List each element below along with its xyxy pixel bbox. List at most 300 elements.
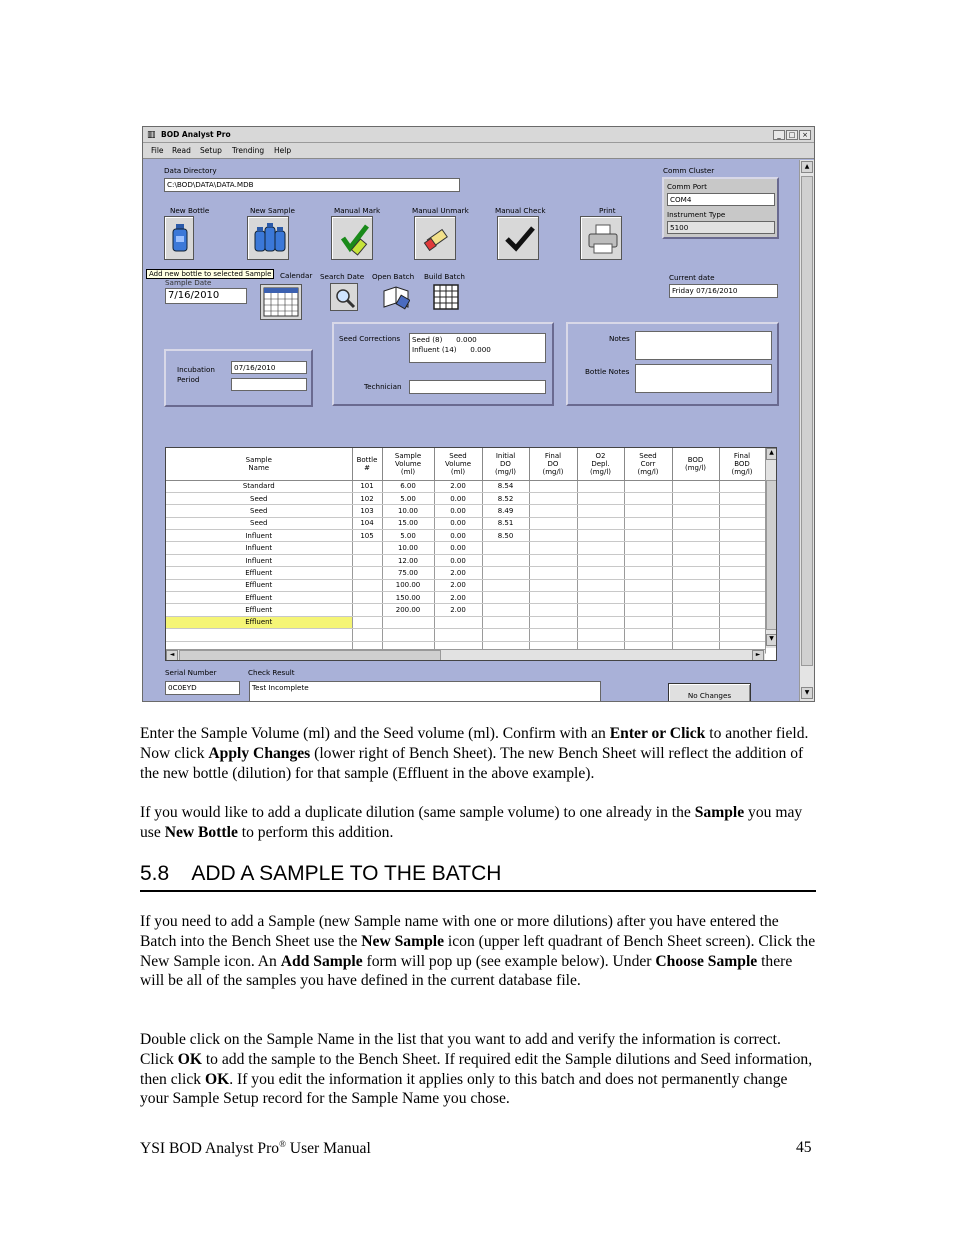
grid-column-header[interactable]	[352, 448, 382, 480]
table-cell[interactable]	[352, 579, 382, 591]
menu-read[interactable]: Read	[172, 146, 191, 155]
table-row[interactable]	[166, 505, 765, 517]
table-cell[interactable]	[352, 592, 382, 604]
table-row[interactable]	[166, 629, 765, 641]
table-cell[interactable]: 15.00	[382, 517, 434, 529]
grid-column-header-line: Volume	[444, 459, 472, 468]
notes-label: Notes	[609, 334, 630, 343]
grid-column-header-line: (ml)	[450, 467, 466, 476]
table-cell[interactable]: 0.00	[434, 505, 482, 517]
p2-text-a: If you would like to add a duplicate dilution (same sample volume) to one already in the	[140, 804, 695, 821]
build-batch-label: Build Batch	[424, 272, 465, 281]
table-cell[interactable]	[672, 629, 719, 641]
bench-sheet-grid[interactable]	[165, 447, 777, 661]
table-cell[interactable]	[719, 579, 765, 591]
table-cell[interactable]: 101	[352, 480, 382, 492]
printer-icon	[586, 222, 620, 256]
grid-column-header[interactable]	[166, 448, 352, 480]
menu-trending[interactable]: Trending	[232, 146, 265, 155]
table-cell[interactable]: 0.00	[434, 530, 482, 542]
table-cell[interactable]	[577, 579, 624, 591]
table-cell[interactable]	[577, 567, 624, 579]
table-cell[interactable]	[672, 616, 719, 628]
table-cell[interactable]: 0.00	[434, 492, 482, 504]
open-book-icon	[382, 283, 410, 311]
technician-label: Technician	[364, 382, 402, 391]
grid-column-header-line: (mg/l)	[684, 463, 707, 472]
bench-sheet	[143, 160, 798, 702]
grid-column-header-line: Bottle	[356, 455, 378, 464]
comm-port-field[interactable]: COM4	[667, 193, 775, 206]
grid-column-header-line: Sample	[245, 455, 272, 464]
table-cell[interactable]: 8.51	[482, 517, 529, 529]
window-title: BOD Analyst Pro	[161, 130, 231, 139]
p4-text-e: . If you edit the information it applies only to this batch and does not permanently change your Sample Setup record for the Sample Name you chose.	[140, 1070, 788, 1108]
table-cell[interactable]	[482, 542, 529, 554]
grid-column-header[interactable]	[482, 448, 529, 480]
p1-bold-apply-changes: Apply Changes	[208, 744, 311, 762]
table-cell[interactable]	[352, 554, 382, 566]
influent-line: Influent (14) 0.000	[412, 345, 491, 354]
table-cell[interactable]	[529, 554, 577, 566]
menu-bar	[143, 143, 814, 159]
grid-column-header-line: Final	[544, 451, 562, 460]
table-row[interactable]	[166, 517, 765, 529]
table-cell[interactable]	[577, 480, 624, 492]
p4-bold-ok-2: OK	[204, 1070, 230, 1088]
bottle-icon	[170, 222, 190, 254]
table-cell[interactable]	[434, 616, 482, 628]
grid-column-header-line: Initial	[495, 451, 516, 460]
grid-column-header-line: Volume	[394, 459, 422, 468]
p4-text-a: Double click on the Sample Name in the list that you want to add and verify the information is correct. Click	[140, 1031, 781, 1068]
table-cell[interactable]: 0.00	[434, 554, 482, 566]
grid-column-header-line: (mg/l)	[589, 467, 612, 476]
maximize-button[interactable]: □	[786, 130, 798, 140]
section-heading	[140, 862, 816, 892]
seed-panel	[332, 322, 554, 406]
table-cell[interactable]	[577, 554, 624, 566]
table-cell[interactable]: 0.00	[434, 517, 482, 529]
table-row[interactable]	[166, 592, 765, 604]
table-cell[interactable]	[529, 517, 577, 529]
table-cell[interactable]	[482, 554, 529, 566]
table-cell[interactable]: 10.00	[382, 542, 434, 554]
table-row[interactable]	[166, 604, 765, 616]
grid-scroll-up-icon[interactable]: ▲	[766, 448, 777, 460]
table-cell[interactable]: 2.00	[434, 604, 482, 616]
seed-corrections-list[interactable]	[409, 333, 546, 363]
table-cell[interactable]	[577, 616, 624, 628]
p4-bold-ok: OK	[177, 1050, 202, 1068]
new-bottle-button[interactable]	[164, 216, 194, 260]
new-bottle-label: New Bottle	[170, 206, 210, 215]
table-cell[interactable]	[672, 554, 719, 566]
p2-text-e: to perform this addition.	[237, 823, 394, 841]
minimize-button[interactable]: _	[773, 130, 785, 140]
technician-field[interactable]	[409, 380, 546, 394]
table-row[interactable]	[166, 530, 765, 542]
table-cell[interactable]	[672, 579, 719, 591]
grid-column-header-line: Seed	[639, 451, 657, 460]
table-cell[interactable]	[352, 542, 382, 554]
app-logo-icon: ▥	[147, 130, 156, 140]
p3-text-c: icon (upper left quadrant of Bench Sheet screen). Click the New Sample icon. An	[140, 932, 816, 970]
table-cell[interactable]	[672, 604, 719, 616]
search-date-label: Search Date	[320, 272, 365, 281]
open-batch-label: Open Batch	[372, 272, 415, 281]
table-cell[interactable]: 75.00	[382, 567, 434, 579]
grid-column-header[interactable]	[672, 448, 719, 480]
current-date-label: Current date	[669, 273, 715, 282]
table-cell[interactable]	[719, 530, 765, 542]
serial-number-field[interactable]: 0C0EYD	[165, 681, 240, 695]
current-date-field: Friday 07/16/2010	[669, 284, 778, 298]
table-cell[interactable]	[434, 629, 482, 641]
grid-column-header-line: Seed	[449, 451, 467, 460]
table-cell[interactable]: Effluent	[166, 567, 352, 579]
p3-text-e: form will pop up (see example below). Under	[362, 952, 656, 970]
table-cell[interactable]	[529, 480, 577, 492]
p1-text-e: (lower right of Bench Sheet). The new Bench Sheet will reflect the addition of the new bottle (dilution) for that sample (Effluent in the above example).	[140, 744, 804, 782]
print-button[interactable]	[580, 216, 622, 260]
bod-analyst-window	[142, 126, 815, 702]
table-cell[interactable]	[529, 492, 577, 504]
table-cell[interactable]	[624, 604, 672, 616]
section-heading-text: 5.8 ADD A SAMPLE TO THE BATCH	[140, 862, 502, 885]
table-cell[interactable]: Influent	[166, 542, 352, 554]
table-row[interactable]	[166, 542, 765, 554]
grid-column-header-line: (ml)	[400, 467, 416, 476]
table-cell[interactable]: 150.00	[382, 592, 434, 604]
table-cell[interactable]: 103	[352, 505, 382, 517]
calendar-icon	[263, 287, 299, 317]
grid-column-header-line: (mg/l)	[637, 467, 659, 476]
table-cell[interactable]	[672, 592, 719, 604]
table-cell[interactable]	[577, 530, 624, 542]
table-cell[interactable]	[672, 492, 719, 504]
menu-help[interactable]: Help	[274, 146, 292, 155]
new-sample-button[interactable]	[247, 216, 289, 260]
table-row[interactable]	[166, 554, 765, 566]
table-cell[interactable]	[672, 542, 719, 554]
grid-header-row	[166, 448, 765, 480]
magnifier-icon	[333, 286, 357, 310]
bottles-icon	[253, 222, 287, 254]
table-cell[interactable]	[719, 604, 765, 616]
p3-bold-new-sample: New Sample	[361, 932, 445, 950]
table-cell[interactable]: 2.00	[434, 480, 482, 492]
manual-mark-label: Manual Mark	[334, 206, 381, 215]
table-cell[interactable]	[577, 592, 624, 604]
table-cell[interactable]	[624, 492, 672, 504]
title-bar	[143, 127, 814, 143]
page-number: 45	[796, 1139, 812, 1156]
table-row[interactable]	[166, 492, 765, 504]
table-cell[interactable]	[577, 505, 624, 517]
instrument-type-label: Instrument Type	[667, 210, 726, 219]
table-cell[interactable]	[482, 629, 529, 641]
table-cell[interactable]	[719, 554, 765, 566]
grid-column-header-line: DO	[500, 459, 511, 468]
footer-title-b: User Manual	[285, 1140, 371, 1158]
incubation-end-field[interactable]	[231, 378, 307, 391]
table-cell[interactable]: 6.00	[382, 480, 434, 492]
table-cell[interactable]	[624, 530, 672, 542]
close-button[interactable]: ×	[799, 130, 811, 140]
grid-column-header[interactable]	[434, 448, 482, 480]
p1-bold-enter-or-click: Enter or Click	[609, 725, 706, 742]
table-cell[interactable]: 2.00	[434, 579, 482, 591]
table-cell[interactable]	[719, 517, 765, 529]
green-marker-icon	[337, 222, 371, 256]
search-date-button[interactable]	[330, 283, 358, 311]
seed-line: Seed (8) 0.000	[412, 335, 477, 344]
grid-column-header-line: Final	[733, 451, 751, 460]
grid-horizontal-scrollbar[interactable]	[166, 649, 765, 661]
table-cell[interactable]	[624, 480, 672, 492]
table-cell[interactable]	[719, 480, 765, 492]
table-cell[interactable]	[719, 542, 765, 554]
table-cell[interactable]	[382, 616, 434, 628]
table-cell[interactable]	[352, 567, 382, 579]
paragraph-4	[140, 1030, 816, 1109]
table-cell[interactable]: 200.00	[382, 604, 434, 616]
table-cell[interactable]	[672, 530, 719, 542]
table-cell[interactable]: 10.00	[382, 505, 434, 517]
table-cell[interactable]	[529, 505, 577, 517]
grid-column-header-line: (mg/l)	[542, 467, 564, 476]
check-result-field: Test Incomplete	[249, 681, 601, 702]
p2-bold-sample: Sample	[694, 804, 745, 821]
table-cell[interactable]: 0.00	[434, 542, 482, 554]
table-cell[interactable]	[482, 592, 529, 604]
manual-check-label: Manual Check	[495, 206, 546, 215]
data-directory-field[interactable]: C:\BOD\DATA\DATA.MDB	[164, 178, 460, 192]
open-batch-button[interactable]	[382, 283, 410, 311]
table-cell[interactable]	[719, 492, 765, 504]
grid-column-header-line: BOD	[687, 455, 704, 464]
paragraph-1	[140, 724, 816, 783]
new-bottle-tooltip: Add new bottle to selected Sample	[146, 269, 274, 279]
table-cell[interactable]	[382, 629, 434, 641]
table-cell[interactable]	[624, 567, 672, 579]
comm-cluster-label: Comm Cluster	[663, 166, 715, 175]
table-cell[interactable]	[352, 616, 382, 628]
sample-date-label: Sample Date	[165, 278, 212, 287]
new-sample-label: New Sample	[250, 206, 295, 215]
table-cell[interactable]: Seed	[166, 505, 352, 517]
incubation-panel	[164, 349, 313, 407]
p1-text-a: Enter the Sample Volume (ml) and the Seed volume (ml). Confirm with an	[140, 725, 610, 742]
table-cell[interactable]	[672, 567, 719, 579]
notes-panel	[566, 322, 779, 406]
table-cell[interactable]	[577, 517, 624, 529]
sample-date-field[interactable]: 7/16/2010	[165, 288, 247, 304]
check-result-label: Check Result	[248, 668, 295, 677]
table-cell[interactable]: Seed	[166, 517, 352, 529]
table-cell[interactable]	[624, 579, 672, 591]
table-cell[interactable]	[577, 542, 624, 554]
table-cell[interactable]	[577, 604, 624, 616]
table-cell[interactable]: Effluent	[166, 604, 352, 616]
table-cell[interactable]	[529, 530, 577, 542]
manual-mark-button[interactable]	[331, 216, 373, 260]
notes-field[interactable]	[635, 331, 772, 360]
p4-text-c: to add the sample to the Bench Sheet. If required edit the Sample dilutions and Seed information, then click	[140, 1050, 813, 1088]
p2-text-c: you may use	[140, 804, 803, 841]
table-cell[interactable]	[719, 567, 765, 579]
checkmark-icon	[503, 222, 537, 256]
table-cell[interactable]: 12.00	[382, 554, 434, 566]
table-row[interactable]	[166, 579, 765, 591]
table-cell[interactable]	[624, 616, 672, 628]
table-cell[interactable]	[624, 542, 672, 554]
incubation-label: Incubation	[177, 365, 215, 374]
print-label: Print	[599, 206, 616, 215]
window-vertical-scrollbar[interactable]	[799, 160, 814, 701]
grid-hscroll-thumb[interactable]	[179, 650, 441, 661]
table-cell[interactable]: 104	[352, 517, 382, 529]
footer-title-a: YSI BOD Analyst Pro	[140, 1140, 280, 1158]
table-cell[interactable]	[482, 604, 529, 616]
table-cell[interactable]	[719, 592, 765, 604]
grid-scroll-thumb[interactable]	[766, 480, 777, 630]
grid-column-header-line: DO	[547, 459, 559, 468]
incubation-field[interactable]: 07/16/2010	[231, 361, 307, 374]
table-cell[interactable]	[719, 629, 765, 641]
build-batch-button[interactable]	[432, 283, 460, 311]
table-cell[interactable]: 8.54	[482, 480, 529, 492]
table-cell[interactable]	[719, 616, 765, 628]
manual-unmark-button[interactable]	[414, 216, 456, 260]
p3-text-a: If you need to add a Sample (new Sample name with one or more dilutions) after you have entered the Batch into the Bench Sheet use the	[140, 913, 779, 950]
window-scroll-thumb[interactable]	[801, 176, 813, 666]
instrument-type-field: 5100	[667, 221, 775, 234]
grid-scroll-left-icon[interactable]: ◄	[166, 650, 178, 661]
scroll-down-icon[interactable]: ▼	[801, 687, 813, 699]
table-cell[interactable]	[624, 505, 672, 517]
table-cell[interactable]	[529, 542, 577, 554]
table-cell[interactable]	[482, 567, 529, 579]
table-cell[interactable]: Influent	[166, 530, 352, 542]
table-cell[interactable]	[352, 604, 382, 616]
grid-scroll-right-icon[interactable]: ►	[752, 650, 764, 661]
table-cell[interactable]	[352, 629, 382, 641]
paragraph-3	[140, 912, 816, 991]
grid-vertical-scrollbar[interactable]	[765, 448, 777, 648]
table-cell[interactable]	[672, 480, 719, 492]
grid-column-header-line: Corr	[640, 459, 656, 468]
table-cell[interactable]: Seed	[166, 492, 352, 504]
table-cell[interactable]	[624, 554, 672, 566]
table-cell[interactable]: Effluent	[166, 592, 352, 604]
table-cell[interactable]: Influent	[166, 554, 352, 566]
table-cell[interactable]: 100.00	[382, 579, 434, 591]
table-cell[interactable]	[529, 604, 577, 616]
grid-column-header[interactable]	[529, 448, 577, 480]
table-cell[interactable]	[577, 629, 624, 641]
menu-file[interactable]: File	[151, 146, 164, 155]
table-cell[interactable]: 5.00	[382, 492, 434, 504]
table-cell[interactable]	[624, 517, 672, 529]
calendar-button[interactable]	[260, 284, 302, 320]
paragraph-2	[140, 803, 816, 843]
table-cell[interactable]: 5.00	[382, 530, 434, 542]
grid-column-header-line: Depl.	[591, 459, 610, 468]
p2-bold-new-bottle: New Bottle	[164, 823, 238, 841]
grid-scroll-down-icon[interactable]: ▼	[766, 634, 777, 646]
p1-text-c: to another field. Now click	[140, 725, 809, 762]
manual-check-button[interactable]	[497, 216, 539, 260]
table-cell[interactable]	[529, 629, 577, 641]
table-cell[interactable]	[577, 492, 624, 504]
grid-column-header[interactable]	[577, 448, 624, 480]
table-cell[interactable]	[672, 505, 719, 517]
table-cell[interactable]: 2.00	[434, 592, 482, 604]
data-directory-label: Data Directory	[164, 166, 217, 175]
footer-title	[140, 1139, 371, 1158]
grid-column-header-line: BOD	[734, 459, 750, 468]
table-cell[interactable]	[482, 616, 529, 628]
grid-column-header-line: (mg/l)	[731, 467, 753, 476]
table-row[interactable]	[166, 616, 765, 628]
table-cell[interactable]: Effluent	[166, 616, 352, 628]
table-cell[interactable]	[624, 592, 672, 604]
grid-column-header-line: Sample	[394, 451, 422, 460]
grid-column-header[interactable]	[624, 448, 672, 480]
grid-column-header-line: O2	[595, 451, 606, 460]
table-cell[interactable]	[529, 616, 577, 628]
p3-bold-add-sample: Add Sample	[280, 952, 363, 970]
table-row[interactable]	[166, 480, 765, 492]
table-row[interactable]	[166, 567, 765, 579]
table-cell[interactable]	[529, 579, 577, 591]
table-cell[interactable]: Effluent	[166, 579, 352, 591]
grid-column-header-line: Name	[248, 463, 270, 472]
scroll-up-icon[interactable]: ▲	[801, 161, 813, 173]
table-cell[interactable]: 105	[352, 530, 382, 542]
manual-unmark-label: Manual Unmark	[412, 206, 469, 215]
table-cell[interactable]	[529, 567, 577, 579]
table-cell[interactable]: 8.50	[482, 530, 529, 542]
table-cell[interactable]: Standard	[166, 480, 352, 492]
grid-column-header[interactable]	[719, 448, 765, 480]
table-cell[interactable]	[672, 517, 719, 529]
menu-setup[interactable]: Setup	[200, 146, 222, 155]
table-cell[interactable]: 102	[352, 492, 382, 504]
comm-cluster-panel	[662, 177, 779, 239]
grid-icon	[432, 283, 460, 311]
no-changes-button[interactable]: No Changes	[668, 683, 751, 702]
p3-bold-choose-sample: Choose Sample	[655, 952, 758, 970]
bench-sheet-table	[166, 448, 766, 654]
table-cell[interactable]: 8.49	[482, 505, 529, 517]
calendar-label: Calendar	[280, 271, 313, 280]
table-cell[interactable]	[719, 505, 765, 517]
table-cell[interactable]: 8.52	[482, 492, 529, 504]
comm-port-label: Comm Port	[667, 182, 707, 191]
table-cell[interactable]	[624, 629, 672, 641]
table-cell[interactable]	[482, 579, 529, 591]
incubation-period-label: Period	[177, 375, 200, 384]
table-cell[interactable]	[166, 629, 352, 641]
grid-column-header[interactable]	[382, 448, 434, 480]
grid-column-header-line: #	[364, 463, 370, 472]
table-cell[interactable]: 2.00	[434, 567, 482, 579]
table-cell[interactable]	[529, 592, 577, 604]
bottle-notes-field[interactable]	[635, 364, 772, 393]
